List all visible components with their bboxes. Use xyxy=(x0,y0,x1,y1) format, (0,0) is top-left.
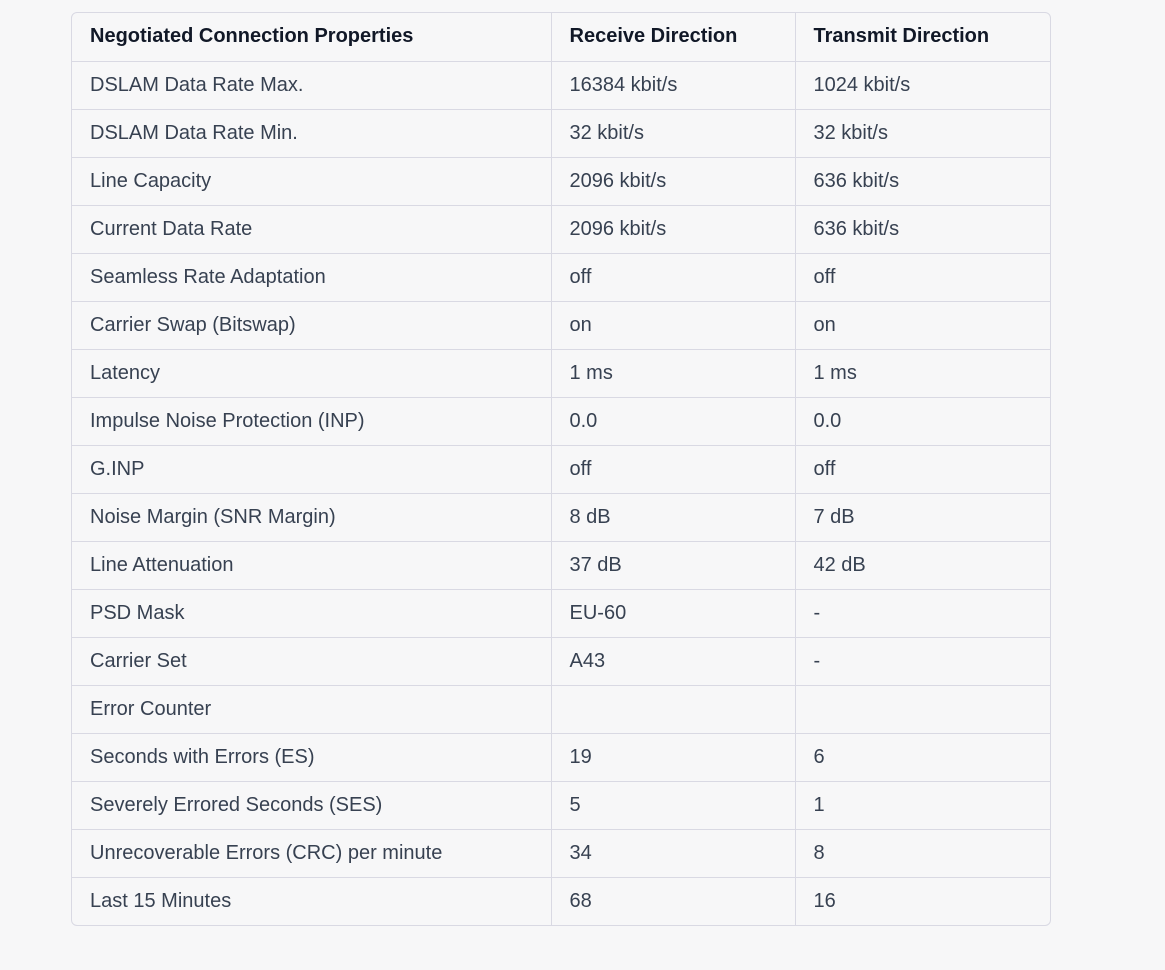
receive-cell: off xyxy=(551,253,795,301)
transmit-cell xyxy=(795,685,1050,733)
table-row xyxy=(72,493,1050,541)
receive-cell: off xyxy=(551,445,795,493)
property-cell: Carrier Set xyxy=(72,637,551,685)
table-row xyxy=(72,589,1050,637)
table-row xyxy=(72,349,1050,397)
property-cell: Severely Errored Seconds (SES) xyxy=(72,781,551,829)
receive-cell xyxy=(551,685,795,733)
receive-cell: 37 dB xyxy=(551,541,795,589)
header-transmit-direction: Transmit Direction xyxy=(795,13,1050,61)
transmit-cell: 8 xyxy=(795,829,1050,877)
header-property: Negotiated Connection Properties xyxy=(72,13,551,61)
receive-cell: 19 xyxy=(551,733,795,781)
receive-cell: 2096 kbit/s xyxy=(551,205,795,253)
transmit-cell: 636 kbit/s xyxy=(795,205,1050,253)
header-receive-direction: Receive Direction xyxy=(551,13,795,61)
property-cell: Line Attenuation xyxy=(72,541,551,589)
table-row xyxy=(72,781,1050,829)
receive-cell: 1 ms xyxy=(551,349,795,397)
table-row xyxy=(72,445,1050,493)
receive-cell: EU-60 xyxy=(551,589,795,637)
property-cell: Unrecoverable Errors (CRC) per minute xyxy=(72,829,551,877)
property-cell: Latency xyxy=(72,349,551,397)
table-row xyxy=(72,109,1050,157)
property-cell: Carrier Swap (Bitswap) xyxy=(72,301,551,349)
connection-properties-table-container xyxy=(71,12,1051,926)
property-cell: Error Counter xyxy=(72,685,551,733)
table-row xyxy=(72,541,1050,589)
transmit-cell: 6 xyxy=(795,733,1050,781)
table-row xyxy=(72,637,1050,685)
transmit-cell: off xyxy=(795,253,1050,301)
table-row xyxy=(72,301,1050,349)
table-header-row xyxy=(72,13,1050,61)
receive-cell: 8 dB xyxy=(551,493,795,541)
connection-properties-table xyxy=(72,13,1050,925)
property-cell: Noise Margin (SNR Margin) xyxy=(72,493,551,541)
transmit-cell: 1 xyxy=(795,781,1050,829)
table-row xyxy=(72,685,1050,733)
receive-cell: on xyxy=(551,301,795,349)
property-cell: Line Capacity xyxy=(72,157,551,205)
receive-cell: 0.0 xyxy=(551,397,795,445)
receive-cell: A43 xyxy=(551,637,795,685)
property-cell: Impulse Noise Protection (INP) xyxy=(72,397,551,445)
table-row xyxy=(72,61,1050,109)
receive-cell: 34 xyxy=(551,829,795,877)
transmit-cell: 32 kbit/s xyxy=(795,109,1050,157)
transmit-cell: on xyxy=(795,301,1050,349)
receive-cell: 32 kbit/s xyxy=(551,109,795,157)
transmit-cell: - xyxy=(795,637,1050,685)
property-cell: Seconds with Errors (ES) xyxy=(72,733,551,781)
property-cell: G.INP xyxy=(72,445,551,493)
property-cell: DSLAM Data Rate Min. xyxy=(72,109,551,157)
transmit-cell: - xyxy=(795,589,1050,637)
transmit-cell: 636 kbit/s xyxy=(795,157,1050,205)
table-row xyxy=(72,733,1050,781)
receive-cell: 2096 kbit/s xyxy=(551,157,795,205)
table-row xyxy=(72,253,1050,301)
receive-cell: 16384 kbit/s xyxy=(551,61,795,109)
table-row xyxy=(72,157,1050,205)
table-row xyxy=(72,829,1050,877)
property-cell: Last 15 Minutes xyxy=(72,877,551,925)
transmit-cell: 42 dB xyxy=(795,541,1050,589)
property-cell: PSD Mask xyxy=(72,589,551,637)
transmit-cell: 16 xyxy=(813,889,836,912)
transmit-cell: 1024 kbit/s xyxy=(795,61,1050,109)
transmit-cell: off xyxy=(795,445,1050,493)
transmit-cell: 1 ms xyxy=(795,349,1050,397)
property-cell: Current Data Rate xyxy=(72,205,551,253)
table-body xyxy=(72,61,1050,925)
table-row xyxy=(72,397,1050,445)
table-row xyxy=(72,877,1050,925)
property-cell: Seamless Rate Adaptation xyxy=(72,253,551,301)
table-row xyxy=(72,205,1050,253)
transmit-cell: 7 dB xyxy=(795,493,1050,541)
receive-cell: 68 xyxy=(551,877,795,925)
receive-cell: 5 xyxy=(551,781,795,829)
transmit-cell: 0.0 xyxy=(795,397,1050,445)
property-cell: DSLAM Data Rate Max. xyxy=(72,61,551,109)
